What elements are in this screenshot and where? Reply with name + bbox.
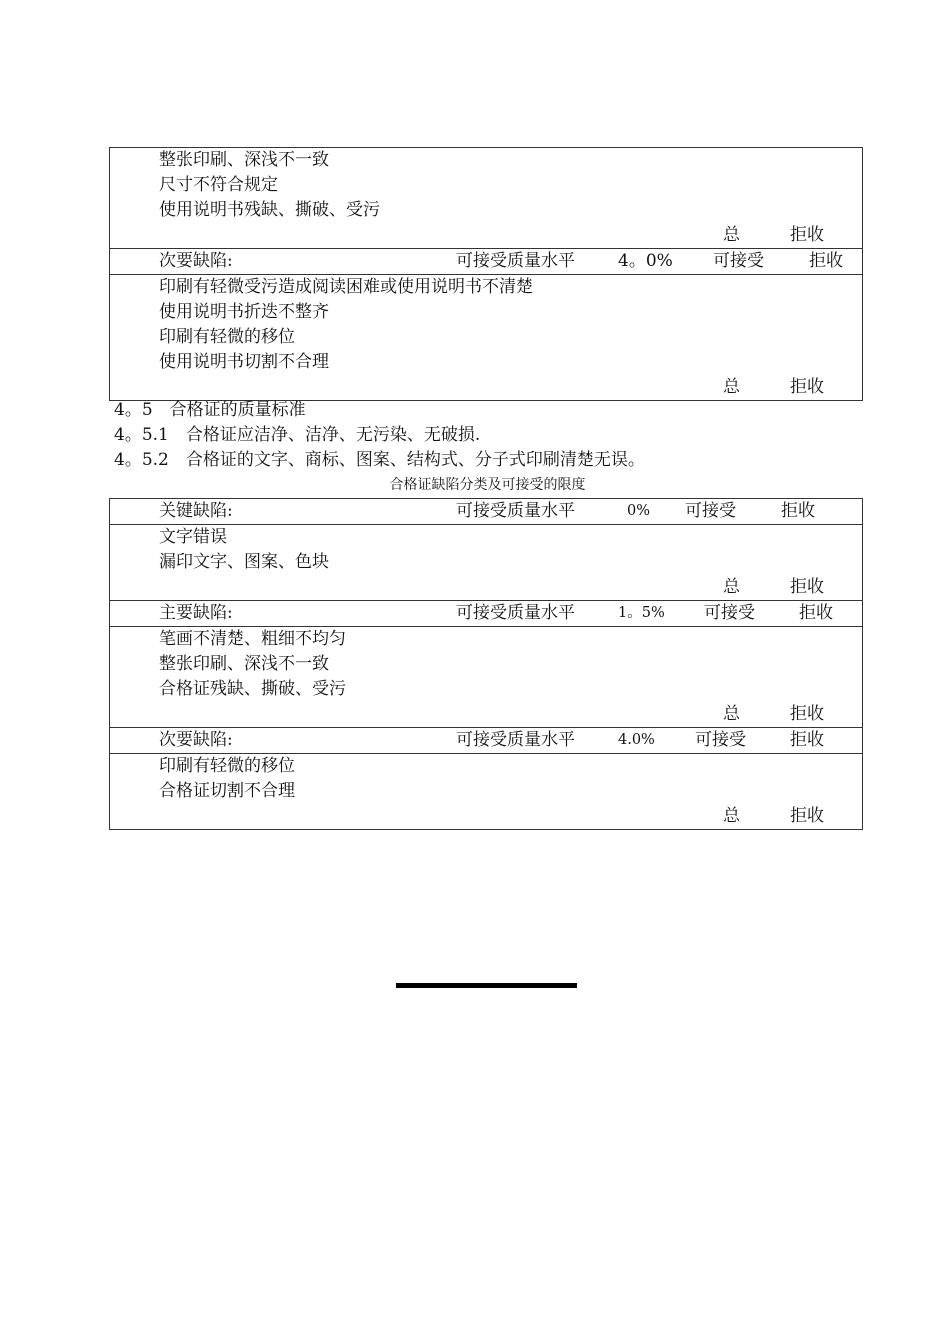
minor-defect-header (110, 248, 862, 274)
table-row (110, 274, 862, 300)
table-row (110, 753, 862, 779)
minor-defect-header (110, 727, 862, 753)
defect-item: 使用说明书切割不合理 (159, 352, 329, 372)
table-caption: 合格证缺陷分类及可接受的限度 (389, 477, 586, 493)
total-row (110, 375, 862, 400)
section-label: 次要缺陷: (159, 730, 233, 750)
aql-label: 可接受质量水平 (456, 501, 575, 521)
defect-item: 使用说明书折迭不整齐 (159, 302, 329, 322)
reject-label: 拒收 (799, 603, 833, 623)
total-row (110, 223, 862, 248)
reject-label: 拒收 (790, 806, 824, 826)
reject-label: 拒收 (790, 225, 824, 245)
decorative-rule (396, 983, 577, 988)
reject-label: 拒收 (790, 577, 824, 597)
accept-label: 可接受 (704, 603, 755, 623)
defect-item: 合格证切割不合理 (159, 781, 295, 801)
certificate-defect-table (109, 498, 863, 830)
defect-item: 笔画不清楚、粗细不均匀 (159, 629, 346, 649)
defect-item: 漏印文字、图案、色块 (159, 552, 329, 572)
defect-item: 整张印刷、深浅不一致 (159, 150, 329, 170)
total-label: 总 (723, 704, 740, 724)
defect-item: 尺寸不符合规定 (159, 175, 278, 195)
reject-label: 拒收 (790, 730, 824, 750)
instruction-defect-table (109, 147, 863, 401)
defect-item: 印刷有轻微的移位 (159, 756, 295, 776)
reject-label: 拒收 (790, 704, 824, 724)
aql-label: 可接受质量水平 (456, 730, 575, 750)
table-row (110, 173, 862, 198)
total-row (110, 804, 862, 829)
total-label: 总 (723, 225, 740, 245)
table-row (110, 626, 862, 652)
major-defect-header (110, 600, 862, 626)
reject-label: 拒收 (809, 251, 843, 271)
paragraph: 4。5.2 合格证的文字、商标、图案、结构式、分子式印刷清楚无误。 (114, 450, 645, 470)
table-row (110, 300, 862, 325)
reject-label: 拒收 (781, 501, 815, 521)
defect-item: 使用说明书残缺、撕破、受污 (159, 200, 380, 220)
section-label: 主要缺陷: (159, 603, 233, 623)
critical-defect-header (110, 499, 862, 524)
total-label: 总 (723, 577, 740, 597)
aql-label: 可接受质量水平 (456, 251, 575, 271)
paragraph: 4。5.1 合格证应洁净、洁净、无污染、无破损. (114, 425, 481, 445)
table-row (110, 350, 862, 375)
aql-value: 4.0% (618, 732, 655, 748)
table-row (110, 652, 862, 677)
defect-item: 印刷有轻微受污造成阅读困难或使用说明书不清楚 (159, 277, 533, 297)
table-row (110, 779, 862, 804)
defect-item: 合格证残缺、撕破、受污 (159, 679, 346, 699)
table-row (110, 677, 862, 702)
defect-item: 整张印刷、深浅不一致 (159, 654, 329, 674)
reject-label: 拒收 (790, 377, 824, 397)
aql-value: 0% (627, 503, 651, 519)
defect-item: 文字错误 (159, 527, 227, 547)
section-label: 关键缺陷: (159, 501, 233, 521)
table-row (110, 550, 862, 575)
aql-label: 可接受质量水平 (456, 603, 575, 623)
table-row (110, 524, 862, 550)
aql-value: 1。5% (618, 605, 665, 621)
accept-label: 可接受 (695, 730, 746, 750)
table-row (110, 325, 862, 350)
defect-item: 印刷有轻微的移位 (159, 327, 295, 347)
total-row (110, 702, 862, 727)
total-label: 总 (723, 806, 740, 826)
aql-value: 4。0% (618, 251, 673, 271)
total-row (110, 575, 862, 600)
accept-label: 可接受 (685, 501, 736, 521)
section-label: 次要缺陷: (159, 251, 233, 271)
table-row (110, 148, 862, 173)
table-row (110, 198, 862, 223)
total-label: 总 (723, 377, 740, 397)
accept-label: 可接受 (713, 251, 764, 271)
section-heading: 4。5 合格证的质量标准 (114, 400, 306, 420)
